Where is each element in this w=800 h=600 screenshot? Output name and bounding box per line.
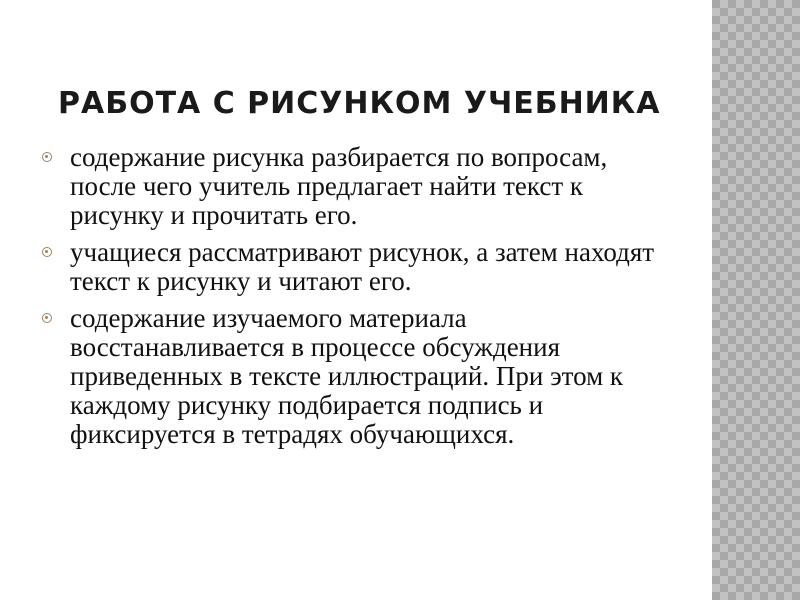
decorative-side-band [712,0,800,600]
bullet-text: содержание изучаемого материала восстанавливается в процессе обсуждения приведенных в тексте иллюстраций. При этом к каждому рисунку подбирается подпись и фиксируется в тетрадях обучающихся. [70,303,624,449]
list-item [40,238,680,296]
circle-bullet-icon [42,313,52,323]
bullet-list [40,143,680,457]
list-item [40,304,680,449]
bullet-text: содержание рисунка разбирается по вопросам, после чего учитель предлагает найти текст к рисунку и прочитать его. [70,142,608,230]
circle-bullet-icon [42,247,52,257]
list-item [40,143,680,230]
slide-title: РАБОТА С РИСУНКОМ УЧЕБНИКА [58,86,661,121]
circle-bullet-icon [42,152,52,162]
bullet-text: учащиеся рассматривают рисунок, а затем находят текст к рисунку и читают его. [70,237,655,296]
